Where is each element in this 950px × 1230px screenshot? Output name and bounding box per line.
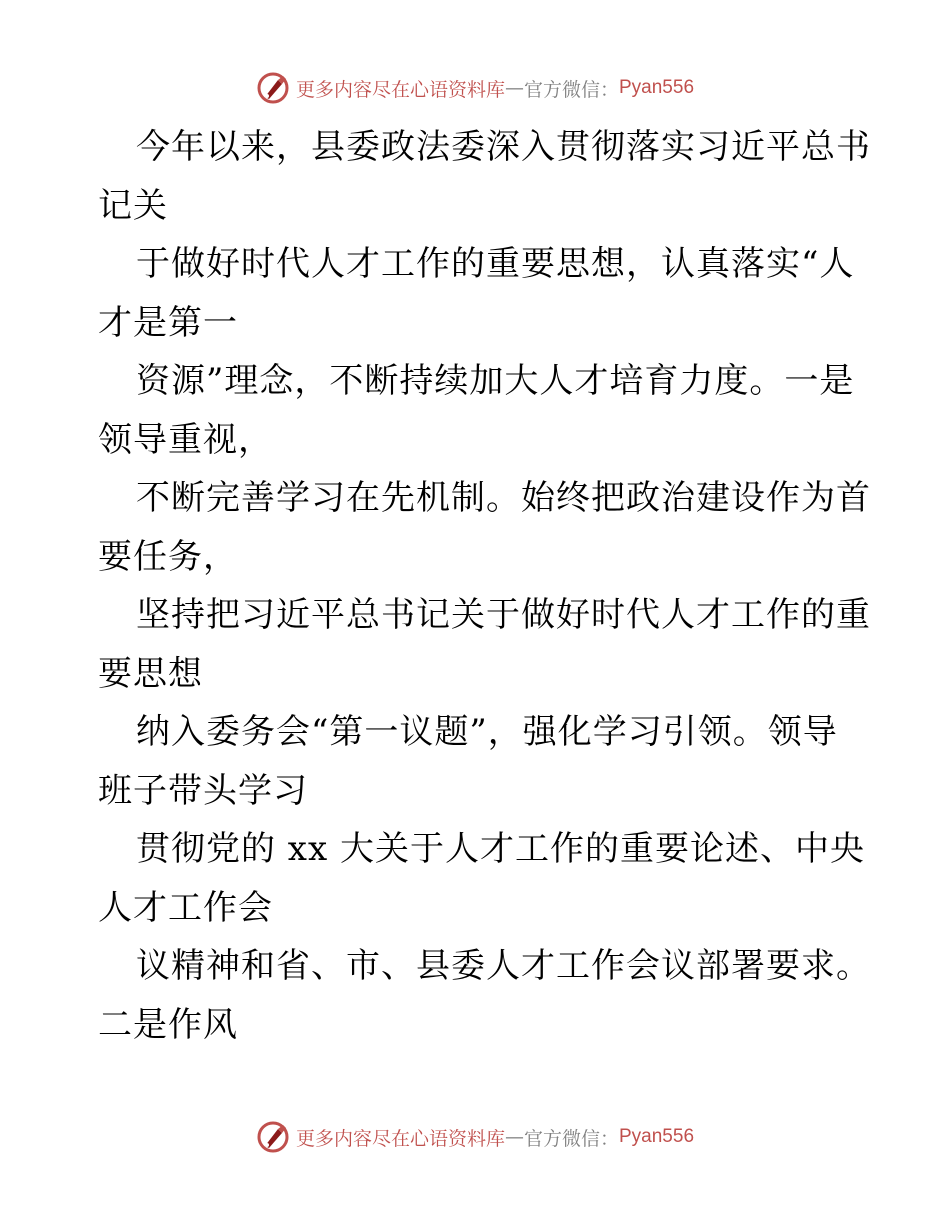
text-line: 议精神和省、市、县委人才工作会议部署要求。 [136,946,871,986]
footer-site-text: 更多内容尽在心语资料库 [295,1127,505,1150]
text-line: 不断完善学习在先机制。始终把政治建设作为首 [136,478,871,518]
text-line: 记关 [98,185,168,226]
text-line: 二是作风 [98,1004,238,1045]
footer-wechat-label: 官方微信： [523,1127,619,1150]
text-line: 资源”理念，不断持续加大人才培育力度。一是 [136,361,855,401]
text-line: 要思想 [98,653,203,694]
text-line: 坚持把习近平总书记关于做好时代人才工作的重 [136,595,871,635]
footer-banner [0,1120,950,1160]
header-wechat-id: Pyan556 [619,77,695,98]
pen-nib-logo-icon [256,71,290,105]
header-wechat-label: 官方微信： [523,78,619,101]
header-site-text: 更多内容尽在心语资料库 [295,78,505,101]
text-line: 才是第一 [98,302,238,343]
text-line: 班子带头学习 [98,770,308,811]
header-dash: — [504,77,524,99]
text-line: 领导重视， [98,419,273,460]
text-line: 今年以来，县委政法委深入贯彻落实习近平总书 [136,127,871,167]
text-line: 要任务， [98,536,238,577]
text-line: 于做好时代人才工作的重要思想，认真落实“人 [136,244,855,284]
pen-nib-logo-icon [256,1120,290,1154]
text-line: 人才工作会 [98,887,273,928]
document-body [98,118,871,1054]
footer-wechat-id: Pyan556 [619,1126,695,1147]
text-line: 纳入委务会“第一议题”，强化学习引领。领导 [136,712,838,752]
footer-dash: — [504,1126,524,1148]
text-line: 贯彻党的 xx 大关于人才工作的重要论述、中央 [136,829,865,869]
header-banner [0,71,950,111]
